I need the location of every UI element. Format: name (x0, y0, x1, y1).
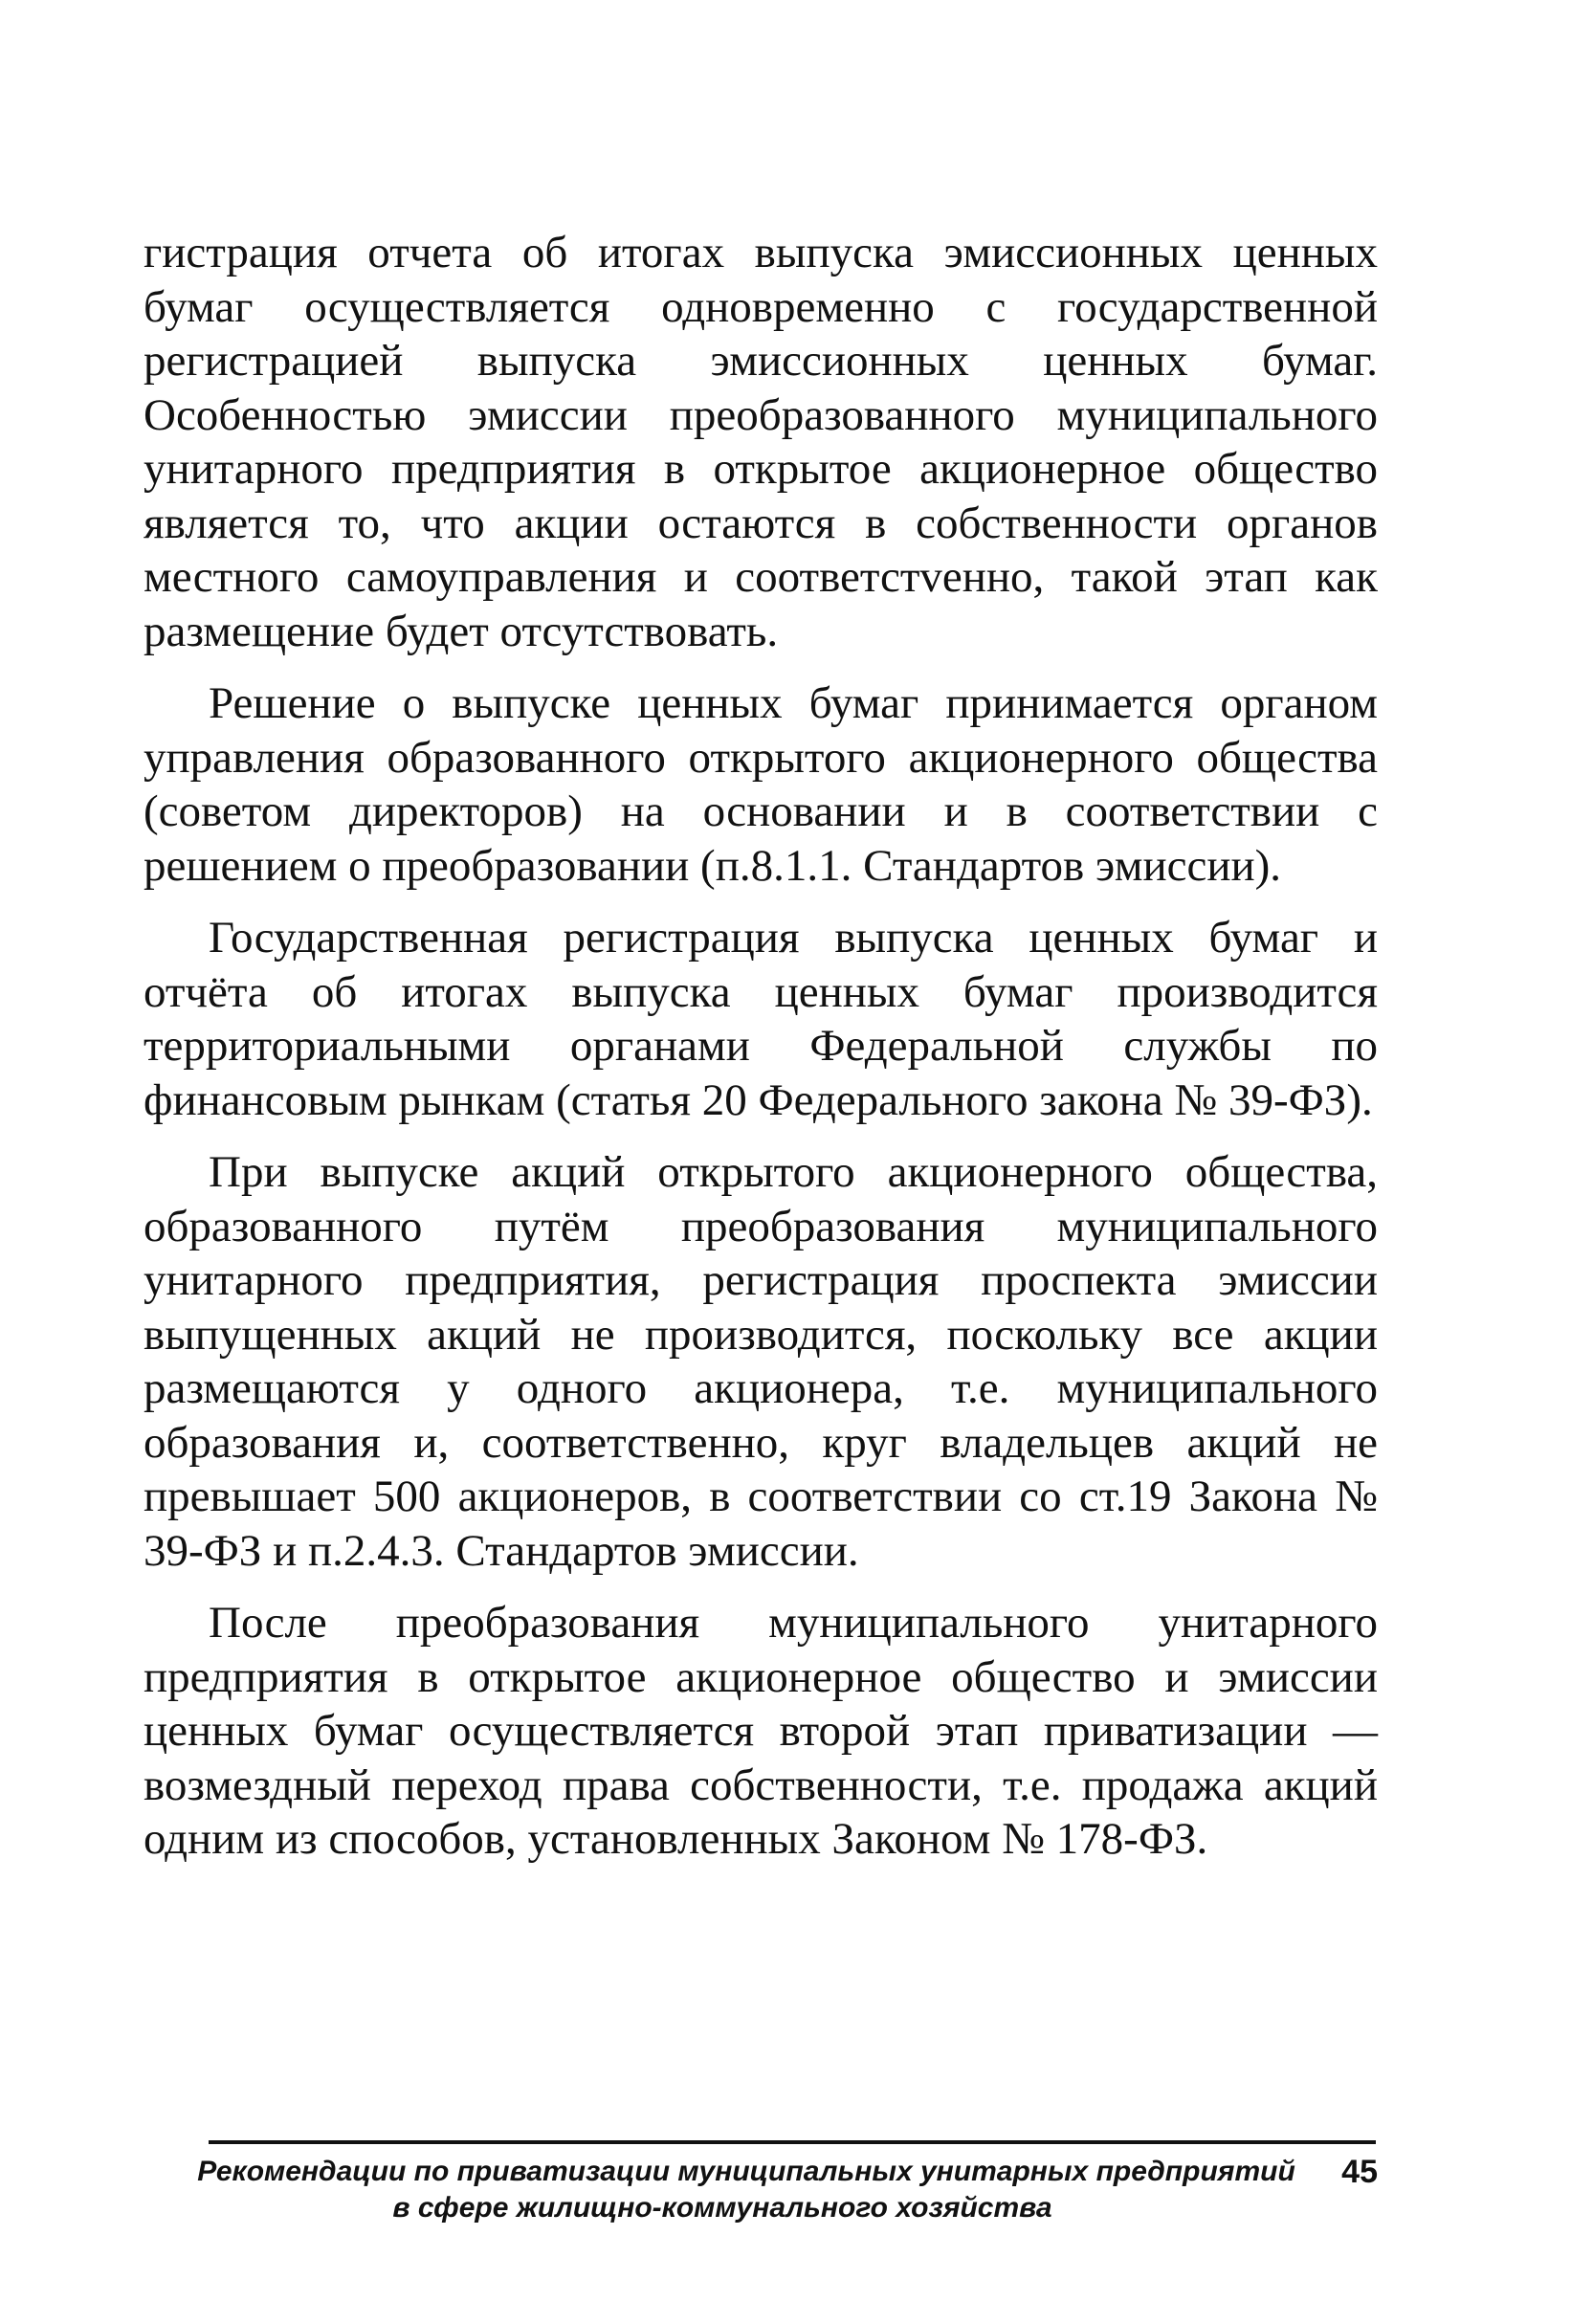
paragraph-1: гистрация отчета об итогах выпуска эмиссионных ценных бумаг осуществляется одновременно с государственной регистрацией выпуска эмиссионных ценных бумаг. Особенностью эмиссии преобразованного муниципального унитарного предприятия в открытое акционерное общество является то, что акции остаются в собственности органов местного самоуправления и соответстvенно, такой этап как размещение будет отсутствовать. (144, 228, 1378, 656)
paragraph-3: Государственная регистрация выпуска ценных бумаг и отчёта об итогах выпуска ценных бумаг производится территориальными органами Федеральной службы по финансовым рынкам (статья 20 Федерального закона № 39-ФЗ). (144, 913, 1378, 1125)
footer-title-line-2: в сфере жилищно-коммунального хозяйства (392, 2192, 1052, 2224)
page-number: 45 (1341, 2154, 1378, 2190)
page-body (144, 226, 1378, 1885)
footer-divider (209, 2140, 1376, 2144)
paragraph-5: После преобразования муниципального унитарного предприятия в открытое акционерное общество и эмиссии ценных бумаг осуществляется второй этап приватизации — возмездный переход права собственности, т.е. продажа акций одним из способов, установленных Законом № 178-ФЗ. (144, 1598, 1378, 1864)
running-footer (191, 2154, 1378, 2226)
paragraph-2: Решение о выпуске ценных бумаг принимается органом управления образованного открытого акционерного общества (советом директоров) на основании и в соответствии с решением о преобразовании (п.8.1.1. Стандартов эмиссии). (144, 678, 1378, 891)
paragraph-4: При выпуске акций открытого акционерного общества, образованного путём преобразования муниципального унитарного предприятия, регистрация проспекта эмиссии выпущенных акций не производится, поскольку все акции размещаются у одного акционера, т.е. муниципального образования и, соответственно, круг владельцев акций не превышает 500 акционеров, в соответствии со ст.19 Закона № 39-ФЗ и п.2.4.3. Стандартов эмиссии. (144, 1147, 1378, 1576)
footer-title-line-1: Рекомендации по приватизации муниципальных унитарных предприятий (197, 2156, 1295, 2187)
